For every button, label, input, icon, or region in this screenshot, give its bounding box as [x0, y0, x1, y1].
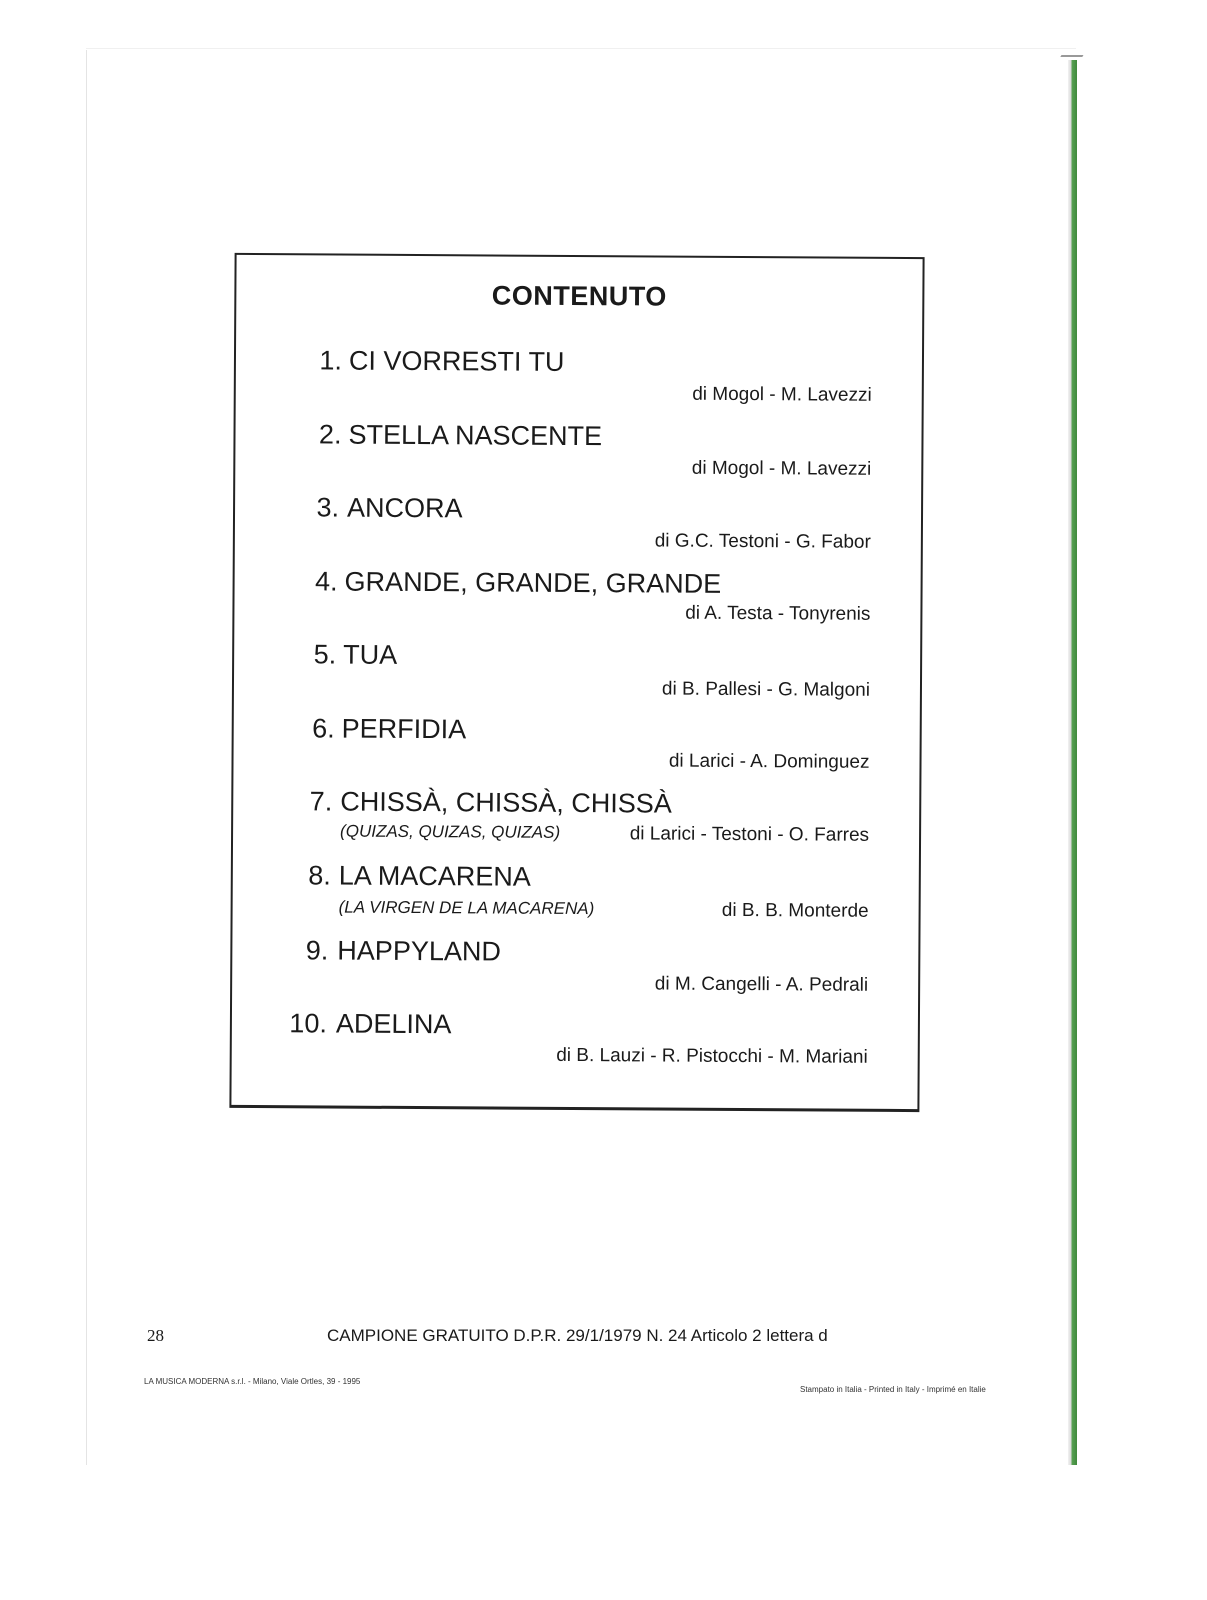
toc-title: CONTENUTO [491, 280, 667, 312]
entry-credit: di Mogol - M. Lavezzi [692, 383, 872, 406]
entry-title: GRANDE, GRANDE, GRANDE [344, 566, 722, 599]
entry-title: HAPPYLAND [337, 935, 502, 967]
entry-title: ANCORA [346, 492, 463, 524]
green-cover-spine [1068, 60, 1077, 1465]
entry-title: CI VORRESTI TU [348, 345, 565, 377]
table-of-contents-box [229, 253, 924, 1112]
entry-number: 8. [308, 860, 331, 891]
entry-credit: di A. Testa - Tonyrenis [685, 602, 871, 625]
entry-title: STELLA NASCENTE [348, 419, 603, 452]
entry-subtitle: (QUIZAS, QUIZAS, QUIZAS) [340, 821, 561, 842]
entry-credit: di Mogol - M. Lavezzi [691, 457, 872, 480]
entry-number: 3. [316, 492, 340, 523]
entry-title: CHISSÀ, CHISSÀ, CHISSÀ [340, 786, 672, 819]
entry-title: PERFIDIA [341, 713, 467, 745]
entry-number: 6. [312, 713, 335, 744]
free-sample-notice: CAMPIONE GRATUITO D.P.R. 29/1/1979 N. 24 Articolo 2 lettera d [327, 1326, 828, 1345]
entry-number: 7. [309, 786, 333, 817]
entry-number: 2. [318, 419, 342, 450]
entry-number: 10. [289, 1008, 328, 1039]
entry-credit: di G.C. Testoni - G. Fabor [654, 530, 871, 553]
page-number: 28 [147, 1326, 164, 1345]
entry-title: LA MACARENA [338, 860, 531, 892]
entry-title: ADELINA [335, 1008, 452, 1040]
page-top-edge [86, 48, 1076, 49]
entry-subtitle: (LA VIRGEN DE LA MACARENA) [338, 897, 595, 919]
entry-number: 9. [305, 935, 329, 966]
entry-number: 1. [319, 345, 343, 376]
entry-number: 4. [314, 566, 338, 597]
printed-in-italy-notice: Stampato in Italia - Printed in Italy - Imprimé en Italie [800, 1385, 986, 1394]
entry-number: 5. [313, 639, 337, 670]
entry-credit: di Larici - Testoni - O. Farres [629, 823, 870, 846]
entry-credit: di B. Lauzi - R. Pistocchi - M. Mariani [556, 1044, 868, 1068]
entry-credit: di B. B. Monterde [721, 899, 869, 922]
publisher-imprint: LA MUSICA MODERNA s.r.l. - Milano, Viale Ortles, 39 - 1995 [144, 1377, 361, 1386]
entry-credit: di M. Cangelli - A. Pedrali [654, 973, 869, 996]
entry-credit: di B. Pallesi - G. Malgoni [661, 678, 871, 701]
entry-title: TUA [343, 639, 398, 670]
entry-credit: di Larici - A. Dominguez [668, 750, 870, 773]
page-corner-fold [1055, 55, 1084, 67]
